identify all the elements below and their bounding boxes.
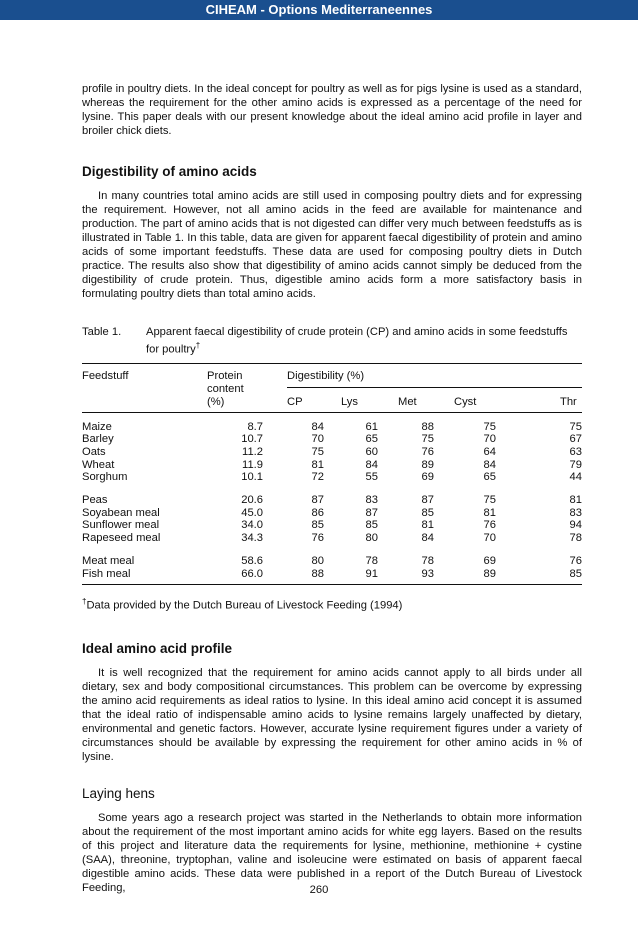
cell-thr: 67: [569, 433, 582, 446]
footnote-dagger: †: [82, 597, 87, 607]
table-footnote: †Data provided by the Dutch Bureau of Livestock Feeding (1994): [82, 597, 403, 612]
cell-cyst: 89: [483, 567, 496, 580]
cell-feedstuff: Oats: [82, 445, 106, 458]
cell-thr: 79: [569, 458, 582, 471]
cell-thr: 78: [569, 531, 582, 544]
cell-met: 78: [421, 555, 434, 568]
cell-cyst: 70: [483, 531, 496, 544]
intro-paragraph: profile in poultry diets. In the ideal concept for poultry as well as for pigs lysine is used as a standard, whereas the requirement for the other amino acids is expressed as a percentage of the need for lysine. This paper deals with our present knowledge about the ideal amino acid profile in layer and broiler chick diets.: [82, 83, 582, 137]
table-caption: [82, 325, 582, 357]
table-row: [82, 519, 582, 532]
table-bottom-rule: [82, 584, 582, 585]
cell-cp: 81: [311, 458, 324, 471]
table-body: [82, 413, 582, 585]
cell-cp: 80: [311, 555, 324, 568]
header-digestibility: Digestibility (%): [287, 369, 365, 382]
cell-cp: 75: [311, 445, 324, 458]
cell-met: 93: [421, 567, 434, 580]
cell-met: 85: [421, 506, 434, 519]
cell-met: 88: [421, 420, 434, 433]
page-content: [82, 82, 582, 895]
cell-lys: 87: [365, 506, 378, 519]
header-protein-2: content: [207, 382, 244, 395]
cell-feedstuff: Wheat: [82, 458, 115, 471]
cell-lys: 85: [365, 519, 378, 532]
cell-cyst: 69: [483, 555, 496, 568]
cell-protein: 58.6: [241, 555, 263, 568]
header-cyst: Cyst: [454, 395, 477, 408]
cell-cp: 86: [311, 506, 324, 519]
cell-cyst: 64: [483, 445, 496, 458]
cell-met: 89: [421, 458, 434, 471]
cell-thr: 75: [569, 420, 582, 433]
cell-protein: 11.9: [242, 458, 263, 471]
table-row: [82, 446, 582, 459]
cell-feedstuff: Sunflower meal: [82, 519, 160, 532]
header-protein-1: Protein: [207, 369, 243, 382]
cell-lys: 65: [365, 433, 378, 446]
cell-cyst: 84: [483, 458, 496, 471]
laying-hens-paragraph: Some years ago a research project was started in the Netherlands to obtain more information about the requirement of the most important amino acids for white egg layers. Based on the results of this project and literature data the requirements for lysine, methionine, methionine + cystine (SAA), threonine, tryptophan, valine and isoleucine were estimated on basis of apparent faecal digestible amino acids. These data were published in a report of the Dutch Bureau of Livestock Feeding,: [82, 812, 582, 894]
cell-feedstuff: Meat meal: [82, 555, 135, 568]
cell-feedstuff: Sorghum: [82, 471, 128, 484]
section-heading-laying-hens: Laying hens: [82, 786, 155, 801]
cell-cp: 72: [311, 471, 324, 484]
cell-lys: 84: [365, 458, 378, 471]
cell-lys: 83: [365, 494, 378, 507]
cell-feedstuff: Rapeseed meal: [82, 531, 161, 544]
cell-cyst: 76: [483, 519, 496, 532]
header-sub-rule: [287, 387, 582, 388]
table-header: [82, 364, 582, 412]
cell-thr: 44: [569, 471, 582, 484]
header-met: Met: [398, 395, 417, 408]
cell-cyst: 75: [483, 420, 496, 433]
table-row: [82, 507, 582, 520]
cell-protein: 11.2: [242, 445, 263, 458]
header-protein-3: (%): [207, 395, 225, 408]
cell-thr: 94: [569, 519, 582, 532]
header-lys: Lys: [341, 395, 358, 408]
cell-met: 87: [421, 494, 434, 507]
page-number: 260: [309, 884, 329, 896]
header-cp: CP: [287, 395, 303, 408]
cell-feedstuff: Maize: [82, 420, 112, 433]
cell-cyst: 65: [483, 471, 496, 484]
cell-thr: 76: [569, 555, 582, 568]
ideal-profile-paragraph: It is well recognized that the requirement for amino acids cannot apply to all birds under all dietary, sex and body compositional circumstances. This problem can be overcome by expressing the amino acid requirements as ideal ratios to lysine. In this ideal amino acid concept it is assumed that the ideal ratio of indispensable amino acids to lysine remains largely unaffected by dietary, environmental and genetic factors. However, accurate lysine requirement figures under a variety of circumstances should be available by expressing the requirement for other amino acids in % of lysine.: [82, 667, 582, 763]
table-row: [82, 494, 582, 507]
table-label: Table 1.: [82, 326, 122, 338]
cell-cp: 70: [311, 433, 324, 446]
section-heading-ideal-profile: Ideal amino acid profile: [82, 641, 233, 656]
cell-met: 75: [421, 433, 434, 446]
cell-cp: 76: [311, 531, 324, 544]
cell-protein: 10.7: [241, 433, 263, 446]
cell-lys: 91: [365, 567, 378, 580]
cell-feedstuff: Soyabean meal: [82, 506, 160, 519]
table-row: [82, 532, 582, 545]
table-row: [82, 459, 582, 472]
header-banner: CIHEAM - Options Mediterraneennes: [0, 0, 638, 20]
table-row: [82, 471, 582, 484]
section-heading-digestibility: Digestibility of amino acids: [82, 164, 257, 179]
cell-thr: 83: [569, 506, 582, 519]
cell-met: 69: [421, 471, 434, 484]
header-feedstuff: Feedstuff: [82, 369, 129, 382]
cell-feedstuff: Barley: [82, 433, 114, 446]
cell-feedstuff: Peas: [82, 494, 108, 507]
table-row: [82, 421, 582, 434]
cell-thr: 63: [569, 445, 582, 458]
cell-protein: 10.1: [241, 471, 263, 484]
cell-cp: 84: [311, 420, 324, 433]
cell-thr: 81: [569, 494, 582, 507]
cell-lys: 60: [365, 445, 378, 458]
digestibility-paragraph: In many countries total amino acids are still used in composing poultry diets and for expressing the requirement. However, not all amino acids in the feed are available for maintenance and production. The part of amino acids that is not digested can differ very much between feedstuffs as is illustrated in Table 1. In this table, data are given for apparent faecal digestibility of protein and amino acids of some important feedstuffs. These data are used for composing poultry diets in Dutch practice. The results also show that digestibility of amino acids cannot simply be deduced from the digestibility of crude protein. Thus, digestible amino acids form a more satisfactory basis in formulating poultry diets than total amino acids.: [82, 190, 582, 300]
cell-met: 84: [421, 531, 434, 544]
cell-protein: 66.0: [241, 567, 263, 580]
cell-thr: 85: [569, 567, 582, 580]
cell-cp: 88: [311, 567, 324, 580]
cell-met: 76: [421, 445, 434, 458]
cell-protein: 20.6: [241, 494, 263, 507]
cell-cyst: 70: [483, 433, 496, 446]
cell-lys: 78: [365, 555, 378, 568]
digestibility-table: [82, 363, 582, 586]
cell-protein: 34.3: [241, 531, 263, 544]
table-row: [82, 555, 582, 568]
cell-cyst: 75: [483, 494, 496, 507]
cell-cp: 87: [311, 494, 324, 507]
header-thr: Thr: [560, 395, 577, 408]
cell-met: 81: [421, 519, 434, 532]
table-row: [82, 568, 582, 581]
cell-protein: 34.0: [241, 519, 263, 532]
cell-protein: 8.7: [247, 420, 263, 433]
table-row: [82, 433, 582, 446]
cell-lys: 61: [365, 420, 378, 433]
cell-cp: 85: [311, 519, 324, 532]
cell-lys: 55: [365, 471, 378, 484]
cell-cyst: 81: [483, 506, 496, 519]
cell-feedstuff: Fish meal: [82, 567, 131, 580]
cell-lys: 80: [365, 531, 378, 544]
caption-dagger: †: [195, 341, 201, 350]
cell-protein: 45.0: [241, 506, 263, 519]
table-caption-text: Apparent faecal digestibility of crude protein (CP) and amino acids in some feedstuffs for poultry†: [146, 326, 568, 356]
